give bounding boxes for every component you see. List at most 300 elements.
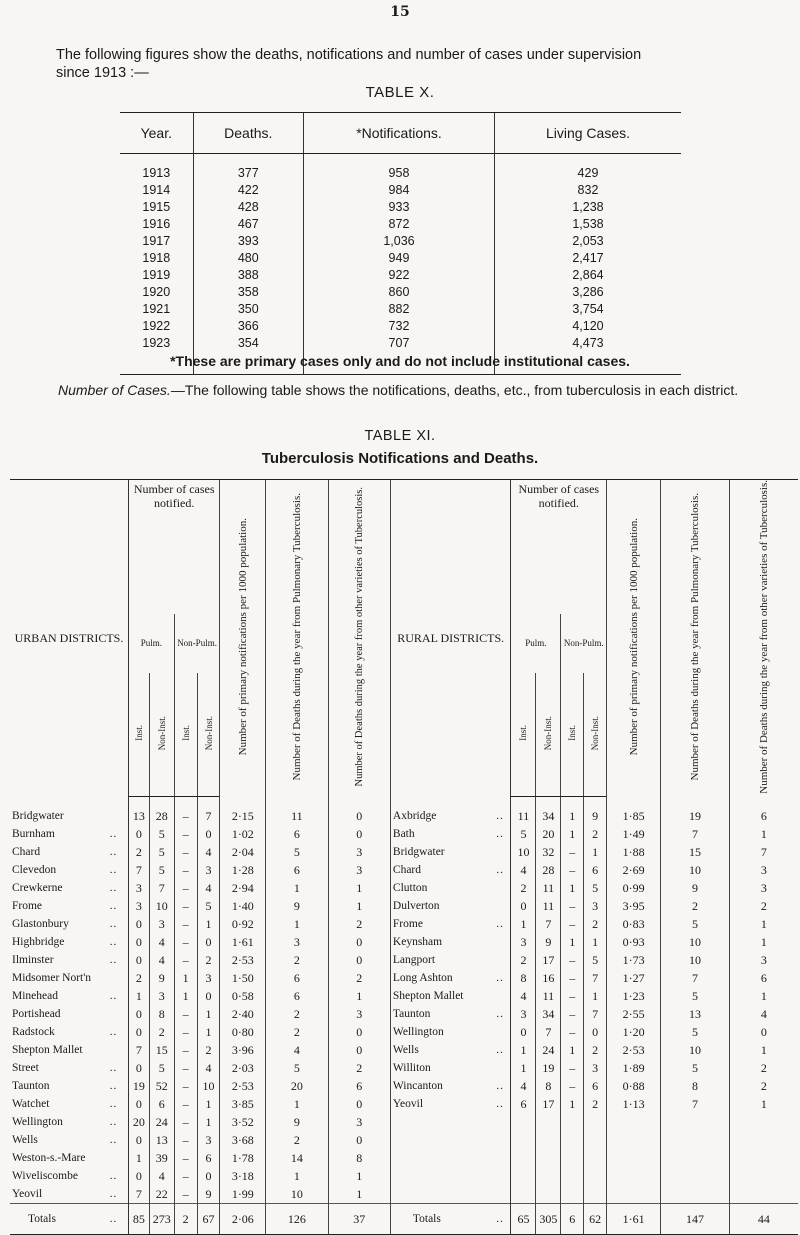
table-row [10, 1023, 798, 1041]
rural-pulm-inst-cell: 5 [511, 825, 536, 843]
urban-pulm-non-inst-cell: 5 [149, 861, 174, 879]
rural-deaths-pulmonary-cell: 5 [661, 987, 730, 1005]
rural-deaths-other-cell: 1 [729, 825, 798, 843]
table-row [10, 969, 798, 987]
rural-pulm-non-inst-cell: 16 [536, 969, 561, 987]
urban-nonpulm-non-inst-cell: 1 [197, 1095, 220, 1113]
urban-district-name: Street [12, 1062, 39, 1075]
urban-primary-per-1000-cell: 3·68 [220, 1131, 266, 1149]
urban-pulm-non-inst-cell: 5 [149, 1059, 174, 1077]
rural-nonpulm-inst-cell: 1 [561, 1041, 584, 1059]
rural-pulm-non-inst-header: Non-Inst. [536, 673, 561, 797]
leader-dots: .. [496, 809, 504, 822]
deaths-cell: 366 [193, 318, 303, 335]
leader-dots [496, 1059, 511, 1077]
urban-primary-per-1000-cell: 0·80 [220, 1023, 266, 1041]
leader-dots [496, 843, 511, 861]
rural-deaths-other-cell: 1 [729, 987, 798, 1005]
urban-district-name: Burnham [12, 828, 55, 841]
rural-nonpulm-inst-cell: 1 [561, 1095, 584, 1113]
table-xi-header-row [10, 480, 798, 615]
deaths-cell: 350 [193, 301, 303, 318]
urban-deaths-pulmonary-cell: 6 [266, 969, 328, 987]
table-row [10, 987, 798, 1005]
rural-pulm-non-inst-cell: 7 [536, 915, 561, 933]
rural-district-name [390, 1185, 496, 1204]
urban-nonpulm-inst-cell: – [174, 1095, 197, 1113]
urban-deaths-pulmonary-cell: 10 [266, 1185, 328, 1204]
urban-district-name: Highbridge [12, 936, 65, 949]
leader-dots: .. [496, 972, 504, 985]
urban-pulm-non-inst-cell: 5 [149, 843, 174, 861]
leader-dots: .. [109, 1026, 118, 1039]
rural-deaths-pulmonary-cell [661, 1167, 730, 1185]
rural-primary-per-1000-cell: 2·69 [607, 861, 661, 879]
rural-pulm-non-inst-cell: 11 [536, 897, 561, 915]
urban-nonpulm-inst-cell: 1 [174, 969, 197, 987]
table-x [120, 112, 681, 375]
rural-pulm-inst-cell: 8 [511, 969, 536, 987]
table-row [10, 897, 798, 915]
table-xi-subtitle: Tuberculosis Notifications and Deaths. [261, 450, 539, 467]
rural-primary-per-1000-cell [607, 1185, 661, 1204]
leader-dots: .. [109, 828, 118, 841]
urban-pulm-non-inst-cell: 4 [149, 933, 174, 951]
year-cell: 1922 [142, 319, 171, 333]
rural-deaths-other-cell [729, 1185, 798, 1204]
urban-pulm-inst-cell: 7 [128, 1185, 149, 1204]
page-number: 15 [390, 4, 410, 20]
urban-deaths-other-cell: 1 [328, 987, 390, 1005]
rural-deaths-pulmonary-cell: 10 [661, 951, 730, 969]
leader-dots: .. [109, 1116, 118, 1129]
urban-deaths-other-cell: 1 [328, 1167, 390, 1185]
deaths-cell: 388 [193, 267, 303, 284]
rural-primary-per-1000-cell: 1·88 [607, 843, 661, 861]
rural-primary-per-1000-cell: 0·93 [607, 933, 661, 951]
rural-pulm-non-inst-cell: 11 [536, 879, 561, 897]
notifications-cell: 984 [304, 182, 495, 199]
rural-pulm-inst-cell: 4 [511, 987, 536, 1005]
urban-nonpulm-non-inst-cell: 0 [197, 825, 220, 843]
table-xi-title: TABLE XI. [364, 428, 436, 444]
urban-deaths-pulmonary-cell: 3 [266, 933, 328, 951]
urban-deaths-pulmonary-cell: 1 [266, 1167, 328, 1185]
deaths-cell: 354 [193, 335, 303, 375]
urban-primary-per-1000-cell: 2·03 [220, 1059, 266, 1077]
table-row [120, 154, 681, 183]
urban-pulm-inst-cell: 20 [128, 1113, 149, 1131]
paragraph-lead: Number of Cases. [58, 382, 171, 398]
rural-primary-per-1000-cell: 0·83 [607, 915, 661, 933]
rural-total-deaths-other: 44 [729, 1204, 798, 1235]
urban-nonpulm-inst-cell: – [174, 897, 197, 915]
leader-dots [110, 1149, 129, 1167]
living-cases-cell: 832 [494, 182, 681, 199]
rural-nonpulm-non-inst-cell: 3 [584, 897, 607, 915]
table-row [120, 199, 681, 216]
urban-deaths-pulmonary-cell: 2 [266, 1131, 328, 1149]
rural-nonpulm-non-inst-cell: 7 [584, 969, 607, 987]
urban-deaths-pulmonary-cell: 1 [266, 1095, 328, 1113]
urban-nonpulm-inst-cell: – [174, 915, 197, 933]
rural-primary-per-1000-cell [607, 1113, 661, 1131]
table-x-footnote: *These are primary cases only and do not include institutional cases. [170, 353, 630, 369]
urban-primary-per-1000-cell: 0·92 [220, 915, 266, 933]
urban-deaths-other-cell: 1 [328, 879, 390, 897]
rural-totals-label: Totals [390, 1204, 496, 1235]
rural-nonpulm-non-inst-header: Non-Inst. [584, 673, 607, 797]
urban-nonpulm-inst-cell: – [174, 1077, 197, 1095]
rural-district-name: Clutton [390, 879, 496, 897]
urban-district-name: Bridgwater [12, 809, 64, 822]
urban-primary-per-1000-cell: 2·94 [220, 879, 266, 897]
table-row [10, 1005, 798, 1023]
rural-deaths-pulmonary-cell [661, 1113, 730, 1131]
living-cases-cell: 4,120 [494, 318, 681, 335]
urban-nonpulm-non-inst-cell: 9 [197, 1185, 220, 1204]
urban-pulm-non-inst-cell: 8 [149, 1005, 174, 1023]
rural-primary-per-1000-cell: 0·99 [607, 879, 661, 897]
rural-primary-per-1000-header: Number of primary notifications per 1000 population. [607, 480, 661, 797]
rural-deaths-other-cell: 2 [729, 1059, 798, 1077]
urban-primary-per-1000-cell: 2·53 [220, 1077, 266, 1095]
notifications-cell: 1,036 [304, 233, 495, 250]
urban-primary-per-1000-cell: 1·50 [220, 969, 266, 987]
urban-nonpulm-inst-cell: – [174, 1113, 197, 1131]
rural-primary-per-1000-cell: 1·89 [607, 1059, 661, 1077]
rural-nonpulm-non-inst-cell: 3 [584, 1059, 607, 1077]
intro-line-2: since 1913 :— [56, 65, 149, 81]
urban-non-pulm-header: Non-Pulm. [174, 614, 220, 673]
urban-total-deaths-pulmonary: 126 [266, 1204, 328, 1235]
paragraph-text: —The following table shows the notifications, deaths, etc., from tuberculosis in each district. [170, 382, 739, 398]
urban-deaths-other-cell: 2 [328, 969, 390, 987]
rural-nonpulm-non-inst-cell [584, 1167, 607, 1185]
urban-pulm-non-inst-cell: 39 [149, 1149, 174, 1167]
leader-dots: .. [109, 954, 118, 967]
urban-deaths-other-cell: 0 [328, 1131, 390, 1149]
living-cases-cell: 3,286 [494, 284, 681, 301]
urban-deaths-pulmonary-header: Number of Deaths during the year from Pulmonary Tuberculosis. [266, 480, 328, 797]
urban-deaths-other-cell: 0 [328, 825, 390, 843]
rural-pulm-header: Pulm. [511, 614, 561, 673]
rural-nonpulm-non-inst-cell [584, 1113, 607, 1131]
table-row [10, 933, 798, 951]
urban-pulm-non-inst-cell: 52 [149, 1077, 174, 1095]
rural-total-pulm-non-inst: 305 [536, 1204, 561, 1235]
rural-deaths-other-cell [729, 1131, 798, 1149]
rural-primary-per-1000-cell [607, 1149, 661, 1167]
leader-dots [496, 1185, 511, 1204]
rural-district-name: Keynsham [390, 933, 496, 951]
urban-district-name: Weston-s.-Mare [12, 1152, 86, 1165]
urban-pulm-non-inst-cell: 4 [149, 1167, 174, 1185]
urban-pulm-inst-cell: 2 [128, 843, 149, 861]
rural-nonpulm-inst-cell: – [561, 951, 584, 969]
urban-pulm-inst-cell: 0 [128, 933, 149, 951]
urban-pulm-inst-cell: 0 [128, 1095, 149, 1113]
urban-nonpulm-non-inst-cell: 0 [197, 933, 220, 951]
rural-pulm-non-inst-cell: 7 [536, 1023, 561, 1041]
rural-pulm-non-inst-cell [536, 1167, 561, 1185]
table-row [120, 233, 681, 250]
rural-total-pulm-inst: 65 [511, 1204, 536, 1235]
header-living-cases: Living Cases. [494, 113, 681, 154]
urban-nonpulm-inst-cell: – [174, 1131, 197, 1149]
table-row [10, 797, 798, 826]
leader-dots [496, 1113, 511, 1131]
leader-dots [496, 1023, 511, 1041]
notifications-cell: 949 [304, 250, 495, 267]
urban-nonpulm-non-inst-cell: 5 [197, 897, 220, 915]
rural-total-nonpulm-inst: 6 [561, 1204, 584, 1235]
rural-nonpulm-inst-cell: – [561, 969, 584, 987]
urban-pulm-non-inst-cell: 22 [149, 1185, 174, 1204]
rural-primary-per-1000-cell: 1·20 [607, 1023, 661, 1041]
urban-deaths-other-cell: 3 [328, 1113, 390, 1131]
rural-pulm-inst-cell: 3 [511, 933, 536, 951]
rural-pulm-inst-cell [511, 1185, 536, 1204]
urban-pulm-inst-cell: 3 [128, 879, 149, 897]
rural-deaths-pulmonary-cell [661, 1131, 730, 1149]
year-cell: 1917 [142, 234, 171, 248]
notifications-cell: 707 [304, 335, 495, 375]
rural-pulm-non-inst-cell: 19 [536, 1059, 561, 1077]
urban-district-name: Glastonbury [12, 918, 69, 931]
rural-pulm-inst-cell: 10 [511, 843, 536, 861]
rural-district-name: Williton [390, 1059, 496, 1077]
rural-nonpulm-inst-cell: 1 [561, 879, 584, 897]
rural-deaths-pulmonary-cell: 2 [661, 897, 730, 915]
rural-nonpulm-non-inst-cell: 0 [584, 1023, 607, 1041]
rural-primary-per-1000-cell: 2·55 [607, 1005, 661, 1023]
rural-nonpulm-inst-cell: – [561, 1059, 584, 1077]
urban-pulm-non-inst-cell: 2 [149, 1023, 174, 1041]
urban-total-nonpulm-non-inst: 67 [197, 1204, 220, 1235]
table-row [120, 250, 681, 267]
urban-nonpulm-non-inst-cell: 3 [197, 969, 220, 987]
leader-dots [496, 987, 511, 1005]
table-row [10, 1149, 798, 1167]
urban-primary-per-1000-cell: 2·40 [220, 1005, 266, 1023]
year-cell: 1918 [142, 251, 171, 265]
rural-pulm-inst-cell: 6 [511, 1095, 536, 1113]
urban-primary-per-1000-header: Number of primary notifications per 1000 population. [220, 480, 266, 797]
urban-primary-per-1000-cell: 2·04 [220, 843, 266, 861]
table-row [10, 843, 798, 861]
rural-nonpulm-inst-cell [561, 1113, 584, 1131]
urban-primary-per-1000-cell: 3·85 [220, 1095, 266, 1113]
rural-nonpulm-non-inst-cell: 2 [584, 1095, 607, 1113]
rural-nonpulm-non-inst-cell: 2 [584, 1041, 607, 1059]
urban-deaths-other-cell: 1 [328, 1185, 390, 1204]
notifications-cell: 922 [304, 267, 495, 284]
table-x-body [120, 154, 681, 375]
table-row [10, 861, 798, 879]
urban-deaths-other-cell: 0 [328, 1041, 390, 1059]
deaths-cell: 377 [193, 154, 303, 183]
leader-dots [496, 1149, 511, 1167]
rural-nonpulm-inst-cell: 1 [561, 797, 584, 826]
leader-dots: .. [109, 936, 118, 949]
rural-nonpulm-inst-cell: – [561, 843, 584, 861]
urban-deaths-other-cell: 0 [328, 1095, 390, 1113]
urban-nonpulm-non-inst-cell: 1 [197, 915, 220, 933]
table-xi-body [10, 797, 798, 1235]
rural-nonpulm-inst-cell [561, 1167, 584, 1185]
urban-district-name: Ilminster [12, 954, 54, 967]
notifications-cell: 872 [304, 216, 495, 233]
urban-nonpulm-non-inst-header: Non-Inst. [197, 673, 220, 797]
urban-primary-per-1000-cell: 2·15 [220, 797, 266, 826]
rural-pulm-non-inst-cell [536, 1185, 561, 1204]
year-cell: 1919 [142, 268, 171, 282]
urban-deaths-pulmonary-cell: 2 [266, 1023, 328, 1041]
urban-deaths-pulmonary-cell: 1 [266, 915, 328, 933]
table-row [10, 951, 798, 969]
rural-total-deaths-pulmonary: 147 [661, 1204, 730, 1235]
urban-primary-per-1000-cell: 1·61 [220, 933, 266, 951]
leader-dots [496, 933, 511, 951]
table-row [10, 1131, 798, 1149]
leader-dots: .. [110, 1204, 129, 1235]
rural-district-name: Dulverton [390, 897, 496, 915]
rural-pulm-inst-cell [511, 1167, 536, 1185]
urban-deaths-pulmonary-cell: 1 [266, 879, 328, 897]
rural-pulm-non-inst-cell: 32 [536, 843, 561, 861]
rural-nonpulm-non-inst-cell: 2 [584, 915, 607, 933]
urban-primary-per-1000-cell: 2·53 [220, 951, 266, 969]
rural-nonpulm-inst-cell [561, 1185, 584, 1204]
urban-nonpulm-inst-cell: – [174, 1185, 197, 1204]
notifications-cell: 732 [304, 318, 495, 335]
leader-dots: .. [109, 846, 118, 859]
urban-primary-per-1000-cell: 3·18 [220, 1167, 266, 1185]
rural-nonpulm-non-inst-cell [584, 1131, 607, 1149]
rural-nonpulm-non-inst-cell: 1 [584, 933, 607, 951]
urban-nonpulm-non-inst-cell: 3 [197, 861, 220, 879]
urban-deaths-other-cell: 0 [328, 1023, 390, 1041]
urban-pulm-non-inst-cell: 9 [149, 969, 174, 987]
urban-primary-per-1000-cell: 1·99 [220, 1185, 266, 1204]
rural-primary-per-1000-cell: 1·27 [607, 969, 661, 987]
rural-nonpulm-non-inst-cell: 5 [584, 951, 607, 969]
urban-pulm-non-inst-cell: 28 [149, 797, 174, 826]
urban-deaths-pulmonary-cell: 2 [266, 951, 328, 969]
rural-district-name: Wincanton [390, 1077, 496, 1095]
rural-pulm-inst-cell: 1 [511, 915, 536, 933]
rural-pulm-inst-cell [511, 1131, 536, 1149]
rural-pulm-inst-cell: 1 [511, 1041, 536, 1059]
deaths-cell: 393 [193, 233, 303, 250]
rural-nonpulm-inst-cell: – [561, 861, 584, 879]
rural-nonpulm-inst-cell [561, 1149, 584, 1167]
urban-district-name: Shepton Mallet [12, 1044, 83, 1057]
rural-district-name: Long Ashton [390, 969, 496, 987]
leader-dots: .. [496, 918, 504, 931]
rural-deaths-other-cell: 6 [729, 969, 798, 987]
urban-primary-per-1000-cell: 1·40 [220, 897, 266, 915]
rural-pulm-non-inst-cell [536, 1131, 561, 1149]
rural-nonpulm-non-inst-cell: 6 [584, 861, 607, 879]
urban-deaths-pulmonary-cell: 6 [266, 987, 328, 1005]
living-cases-cell: 4,473 [494, 335, 681, 375]
urban-pulm-inst-cell: 1 [128, 1149, 149, 1167]
urban-district-name: Yeovil [12, 1188, 43, 1201]
urban-deaths-pulmonary-cell: 14 [266, 1149, 328, 1167]
rural-district-name: Bridgwater [390, 843, 496, 861]
deaths-cell: 467 [193, 216, 303, 233]
urban-district-name: Wells [12, 1134, 38, 1147]
urban-nonpulm-non-inst-cell: 0 [197, 987, 220, 1005]
leader-dots: .. [109, 864, 118, 877]
rural-primary-per-1000-cell: 2·53 [607, 1041, 661, 1059]
urban-nonpulm-inst-cell: – [174, 861, 197, 879]
table-row [120, 301, 681, 318]
leader-dots: .. [109, 1062, 118, 1075]
urban-primary-per-1000-cell: 3·96 [220, 1041, 266, 1059]
urban-pulm-inst-cell: 0 [128, 1005, 149, 1023]
urban-deaths-pulmonary-cell: 11 [266, 797, 328, 826]
rural-deaths-other-cell: 6 [729, 797, 798, 826]
rural-primary-per-1000-cell: 1·49 [607, 825, 661, 843]
deaths-cell: 422 [193, 182, 303, 199]
urban-nonpulm-non-inst-cell: 2 [197, 951, 220, 969]
urban-deaths-other-cell: 3 [328, 1005, 390, 1023]
urban-district-name: Chard [12, 846, 41, 859]
rural-pulm-non-inst-cell: 8 [536, 1077, 561, 1095]
urban-pulm-non-inst-cell: 13 [149, 1131, 174, 1149]
rural-pulm-non-inst-cell: 34 [536, 797, 561, 826]
rural-nonpulm-non-inst-cell: 9 [584, 797, 607, 826]
rural-district-name: Chard [390, 861, 496, 879]
urban-pulm-inst-cell: 0 [128, 1167, 149, 1185]
rural-pulm-inst-cell: 11 [511, 797, 536, 826]
rural-pulm-inst-cell: 2 [511, 951, 536, 969]
urban-deaths-other-cell: 0 [328, 797, 390, 826]
living-cases-cell: 2,417 [494, 250, 681, 267]
leader-dots: .. [496, 828, 504, 841]
rural-pulm-non-inst-cell [536, 1113, 561, 1131]
leader-dots: .. [109, 1188, 118, 1201]
urban-pulm-non-inst-header: Non-Inst. [149, 673, 174, 797]
urban-deaths-pulmonary-cell: 5 [266, 1059, 328, 1077]
rural-deaths-pulmonary-cell: 13 [661, 1005, 730, 1023]
urban-total-deaths-other: 37 [328, 1204, 390, 1235]
rural-nonpulm-non-inst-cell: 5 [584, 879, 607, 897]
living-cases-cell: 1,238 [494, 199, 681, 216]
urban-total-pulm-inst: 85 [128, 1204, 149, 1235]
urban-nonpulm-inst-cell: – [174, 1041, 197, 1059]
urban-pulm-inst-cell: 3 [128, 897, 149, 915]
rural-nonpulm-inst-cell: – [561, 1005, 584, 1023]
leader-dots: .. [496, 1008, 504, 1021]
urban-primary-per-1000-cell: 0·58 [220, 987, 266, 1005]
rural-pulm-non-inst-cell: 20 [536, 825, 561, 843]
rural-deaths-pulmonary-cell [661, 1185, 730, 1204]
rural-nonpulm-inst-cell [561, 1131, 584, 1149]
rural-primary-per-1000-cell [607, 1131, 661, 1149]
rural-pulm-non-inst-cell: 17 [536, 951, 561, 969]
living-cases-cell: 2,864 [494, 267, 681, 284]
urban-pulm-inst-cell: 0 [128, 825, 149, 843]
urban-pulm-inst-cell: 2 [128, 969, 149, 987]
leader-dots: .. [109, 1170, 118, 1183]
urban-deaths-pulmonary-cell: 6 [266, 861, 328, 879]
urban-pulm-inst-cell: 0 [128, 1023, 149, 1041]
leader-dots [496, 879, 511, 897]
